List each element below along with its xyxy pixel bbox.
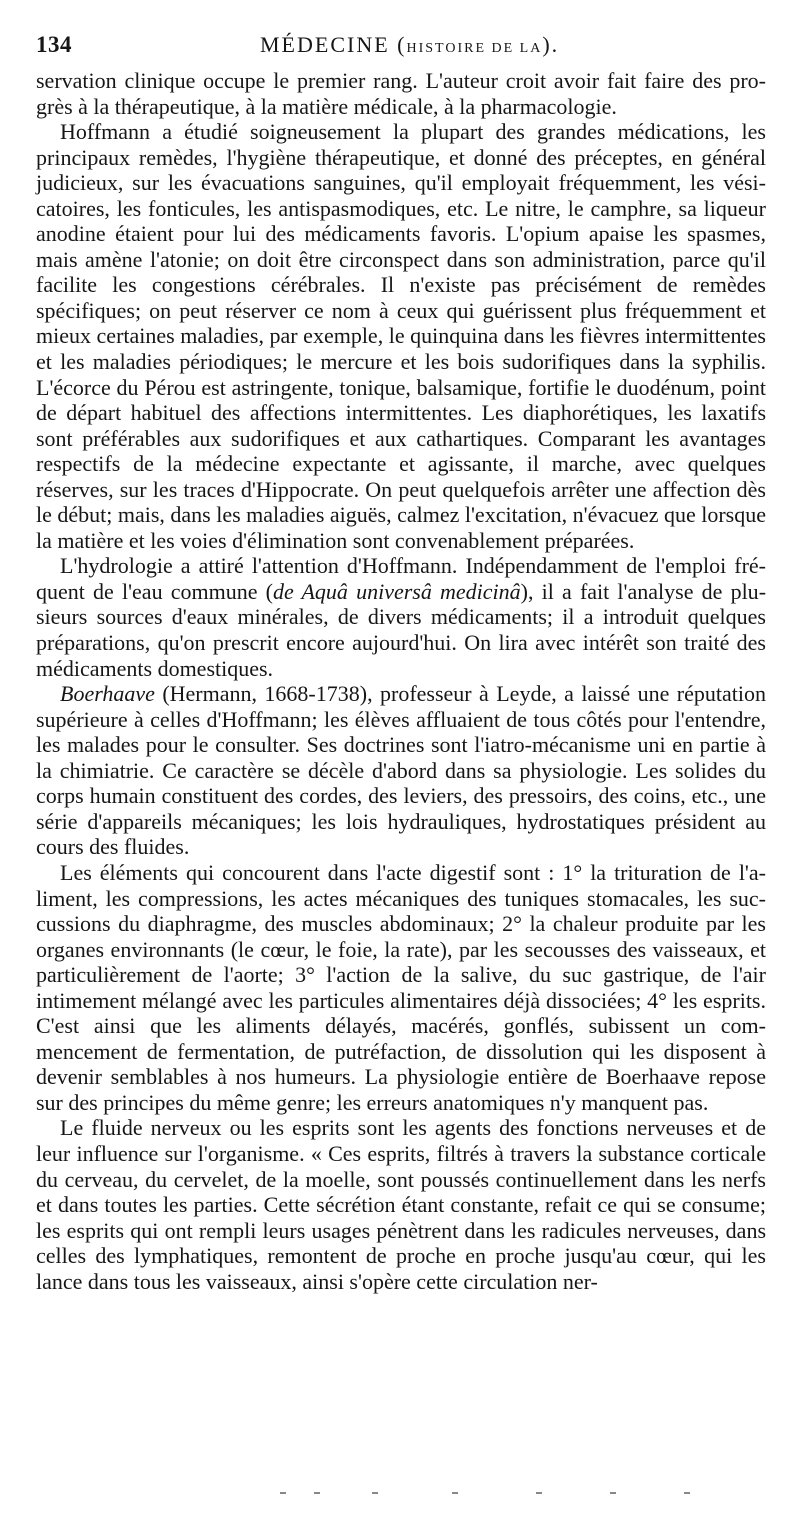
foot-mark bbox=[372, 1492, 378, 1494]
page-number: 134 bbox=[36, 32, 72, 57]
paragraph-hydrology bbox=[36, 553, 766, 681]
running-head-main: MÉDECINE bbox=[260, 32, 390, 57]
paragraph-digestion: Les éléments qui concourent dans l'acte digestif sont : 1° la trituration de l'aliment, les compressions, les actes mécaniques des tuniques stomacales, les succussions du diaphragme, des muscles abdominaux; 2° la chaleur produite par les organes environnants (le cœur, le foie, la rate), par les secousses des vaisseaux, et particulièrement de l'aorte; 3° l'action de la salive, du suc gastrique, de l'air intimement mélangé avec les particules alimentaires déjà dissociées; 4° les esprits. C'est ainsi que les aliments délayés, macérés, gonflés, subissent un commencement de fermentation, de putréfaction, de dissolution qui les disposent à devenir semblables à nos humeurs. La physiologie entière de Boerhaave repose sur des principes du même genre; les erreurs anatomiques n'y manquent pas. bbox=[36, 859, 766, 1115]
running-head bbox=[260, 32, 559, 58]
boerhaave-name: Boerhaave bbox=[60, 681, 155, 707]
page-foot-marks bbox=[280, 1492, 700, 1498]
running-head-sub: HISTOIRE DE LA bbox=[406, 41, 543, 56]
running-head-paren-open: ( bbox=[389, 32, 407, 57]
hydrology-text-before: L'hydrologie a attiré l'attention d'Hoffmann. Indépendamment de l'emploi fréquent de l'eau commune ( bbox=[36, 553, 766, 604]
hydrology-text-after: ), il a fait l'analyse de plusieurs sources d'eaux minérales, de divers médicaments; il a introduit quelques préparations, qu'on prescrit encore aujourd'hui. On lira avec intérêt son traité des médicaments domestiques. bbox=[36, 578, 767, 681]
foot-mark bbox=[610, 1492, 616, 1494]
foot-mark bbox=[280, 1492, 286, 1494]
body-text bbox=[36, 68, 766, 1294]
foot-mark bbox=[536, 1492, 542, 1494]
paragraph-hoffmann-medications: Hoffmann a étudié soigneusement la plupart des grandes médications, les principaux remèdes, l'hygiène thérapeutique, et donné des préceptes, en général judicieux, sur les évacuations sanguines, qu'il employait fréquemment, les vésicatoires, les fonticules, les antispasmodiques, etc. Le nitre, le camphre, sa liqueur anodine étaient pour lui des médicaments favoris. L'opium apaise les spasmes, mais amène l'atonie; on doit être circonspect dans son administration, parce qu'il facilite les congestions cérébrales. Il n'existe pas précisément de remèdes spécifiques; on peut réserver ce nom à ceux qui guérissent plus fréquemment et mieux certaines maladies, par exemple, le quinquina dans les fièvres intermittentes et les maladies périodiques; le mercure et les bois sudorifiques dans la syphilis. L'écorce du Pérou est astringente, tonique, balsamique, fortifie le duodénum, point de départ habituel des affections intermittentes. Les diaphorétiques, les laxatifs sont préférables aux sudorifiques et aux cathartiques. Comparant les avantages respectifs de la médecine expectante et agissante, il marche, avec quelques réserves, sur les traces d'Hippocrate. On peut quelquefois arrêter une affection dès le début; mais, dans les maladies aiguës, calmez l'excitation, n'évacuez que lorsque la matière et les voies d'élimination sont convenablement préparées. bbox=[36, 119, 766, 553]
foot-mark bbox=[684, 1492, 690, 1494]
page-header bbox=[36, 26, 766, 58]
paragraph-continuation: servation clinique occupe le premier rang. L'auteur croit avoir fait faire des progrès à la thérapeutique, à la matière médicale, à la pharmacologie. bbox=[36, 68, 766, 119]
paragraph-boerhaave bbox=[36, 681, 766, 860]
foot-mark bbox=[314, 1492, 320, 1494]
foot-mark bbox=[452, 1492, 458, 1494]
paragraph-nervous-fluid: Le fluide nerveux ou les esprits sont les agents des fonctions nerveuses et de leur influence sur l'organisme. « Ces esprits, filtrés à travers la substance corticale du cerveau, du cervelet, de la moelle, sont poussés continuellement dans les nerfs et dans toutes les parties. Cette sécrétion étant constante, refait ce qui se consume; les esprits qui ont rempli leurs usages pénètrent dans les radicules nerveuses, dans celles des lymphatiques, remontent de proche en proche jusqu'au cœur, qui les lance dans tous les vaisseaux, ainsi s'opère cette circulation ner- bbox=[36, 1115, 766, 1294]
boerhaave-text: (Hermann, 1668-1738), professeur à Leyde, a laissé une réputation supérieure à celles d'Hoffmann; les élèves affluaient de tous côtés pour l'entendre, les malades pour le consulter. Ses doctrines sont l'iatro-mécanisme uni en partie à la chimiatrie. Ce caractère se décèle d'abord dans sa physiologie. Les solides du corps humain constituent des cordes, des leviers, des pressoirs, des coins, etc., une série d'appareils mécaniques; les lois hydrauliques, hydrostatiques président au cours des fluides. bbox=[36, 681, 766, 860]
hydrology-italic-title: de Aquâ universâ medicinâ bbox=[272, 578, 521, 604]
running-head-paren-close: ). bbox=[542, 32, 560, 57]
